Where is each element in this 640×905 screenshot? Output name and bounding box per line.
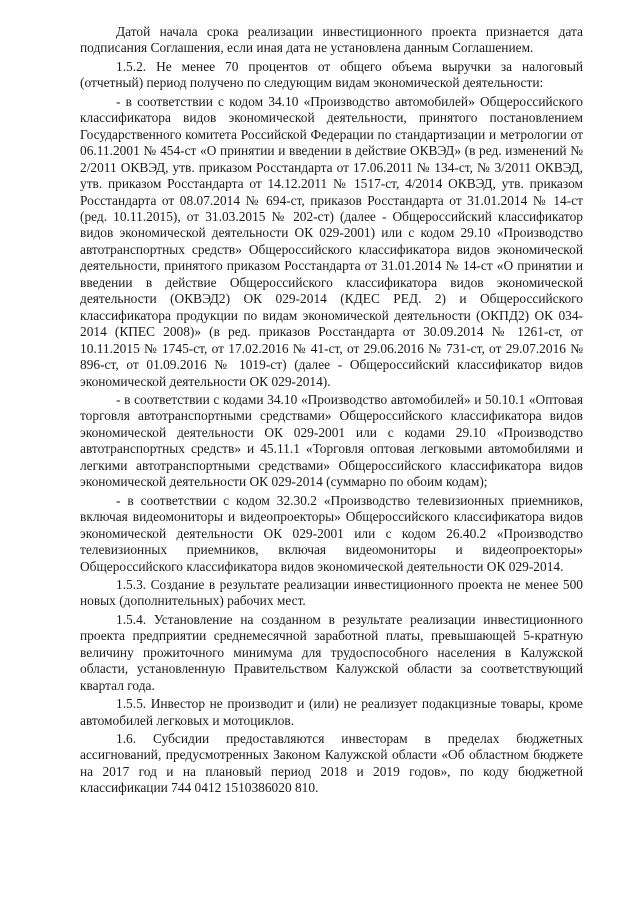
document-body: [80, 24, 583, 797]
paragraph-1-5-3: 1.5.3. Создание в результате реализации инвестиционного проекта не менее 500 новых (дополнительных) рабочих мест.: [80, 576, 583, 609]
paragraph-code-34-10: - в соответствии с кодом 34.10 «Производство автомобилей» Общероссийского классификатора видов экономической деятельности, принятого постановлением Государственного комитета Российской Федерации по стандартизации и метрологии от 06.11.2001 № 454-ст «О принятии и введении в действие ОКВЭД» (в ред. изменений № 2/2011 ОКВЭД, утв. приказом Росстандарта от 17.06.2011 № 134-ст, № 3/2011 ОКВЭД, утв. приказом Росстандарта от 14.12.2011 № 1517-ст, 4/2014 ОКВЭД, утв. приказом Росстандарта от 08.07.2014 № 694-ст, приказов Росстандарта от 31.01.2014 № 14-ст (ред. 10.11.2015), от 31.03.2015 № 202-ст) (далее - Общероссийский классификатор видов экономической деятельности ОК 029-2001) или с кодом 29.10 «Производство автотранспортных средств» Общероссийского классификатора видов экономической деятельности, принятого приказом Росстандарта от 31.01.2014 № 14-ст «О принятии и введении в действие Общероссийского классификатора видов экономической деятельности (ОКВЭД2) ОК 029-2014 (КДЕС РЕД. 2) и Общероссийского классификатора продукции по видам экономической деятельности (ОКПД2) ОК 034-2014 (КПЕС 2008)» (в ред. приказов Росстандарта от 30.09.2014 № 1261-ст, от 10.11.2015 № 1745-ст, от 17.02.2016 № 41-ст, от 29.06.2016 № 731-ст, от 29.07.2016 № 896-ст, от 01.09.2016 № 1019-ст) (далее - Общероссийский классификатор видов экономической деятельности ОК 029-2014).: [80, 93, 583, 389]
paragraph-1-6: 1.6. Субсидии предоставляются инвесторам в пределах бюджетных ассигнований, предусмотренных Законом Калужской области «Об областном бюджете на 2017 год и на плановый период 2018 и 2019 годов», по коду бюджетной классификации 744 0412 1510386020 810.: [80, 731, 583, 796]
paragraph-project-start-date: Датой начала срока реализации инвестиционного проекта признается дата подписания Соглашения, если иная дата не установлена данным Соглашением.: [80, 24, 583, 56]
paragraph-code-32-30-2: - в соответствии с кодом 32.30.2 «Производство телевизионных приемников, включая видеомониторы и видеопроекторы» Общероссийского классификатора видов экономической деятельности ОК 029-2001 или с кодом 26.40.2 «Производство телевизионных приемников, включая видеомониторы и видеопроекторы» Общероссийского классификатора видов экономической деятельности ОК 029-2014.: [80, 492, 583, 574]
paragraph-1-5-2: 1.5.2. Не менее 70 процентов от общего объема выручки за налоговый (отчетный) период получено по следующим видам экономической деятельности:: [80, 58, 583, 91]
paragraph-1-5-4: 1.5.4. Установление на созданном в результате реализации инвестиционного проекта предприятии среднемесячной заработной платы, превышающей 5-кратную величину прожиточного минимума для трудоспособного населения в Калужской области, установленную Правительством Калужской области за соответствующий квартал года.: [80, 611, 583, 693]
paragraph-1-5-5: 1.5.5. Инвестор не производит и (или) не реализует подакцизные товары, кроме автомобилей легковых и мотоциклов.: [80, 696, 583, 728]
paragraph-codes-34-10-50-10-1: - в соответствии с кодами 34.10 «Производство автомобилей» и 50.10.1 «Оптовая торговля автотранспортными средствами» Общероссийского классификатора видов экономической деятельности ОК 029-2001 или с кодами 29.10 «Производство автотранспортных средств» и 45.11.1 «Торговля оптовая легковыми автомобилями и легкими автотранспортными средствами» Общероссийского классификатора видов экономической деятельности ОК 029-2014 (суммарно по обоим кодам);: [80, 391, 583, 490]
